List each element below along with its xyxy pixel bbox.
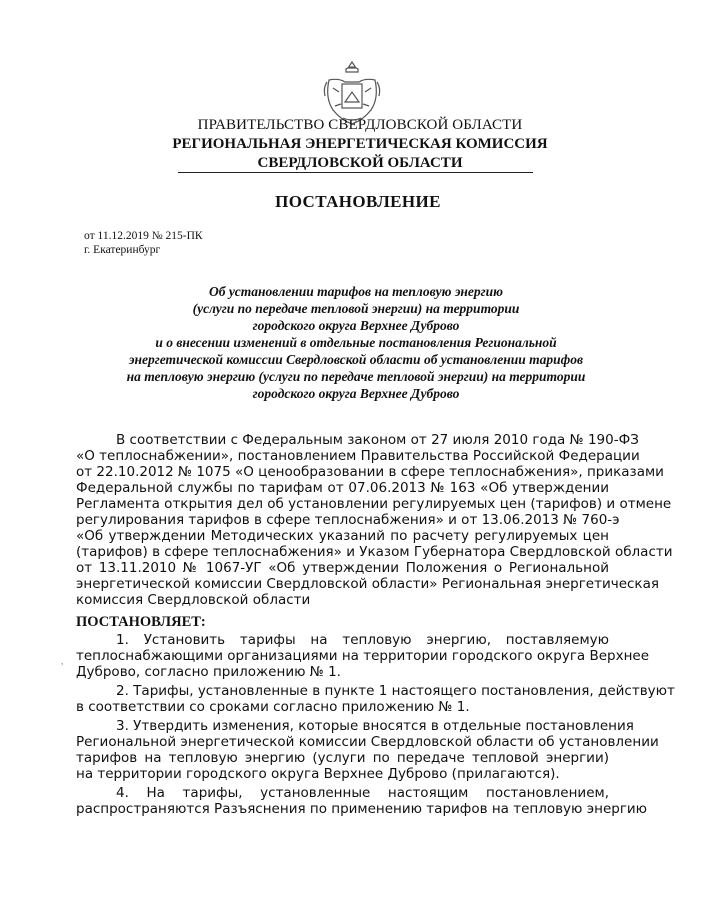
preamble-line: от 13.11.2010 № 1067-УГ «Об утверждении Положения о Региональной (76, 560, 609, 576)
item-line: тарифов на тепловую энергию (услуги по передаче тепловой энергии) (76, 750, 609, 766)
subject-line: на тепловую энергию (услуги по передаче тепловой энергии) на территории (126, 369, 586, 384)
document-type-title: ПОСТАНОВЛЕНИЕ (275, 192, 441, 211)
resolution-item-1 (76, 632, 650, 680)
item-line: Дуброво, согласно приложению № 1. (76, 664, 341, 680)
item-line: 2. Тарифы, установленные в пункте 1 настоящего постановления, действуют (116, 683, 675, 699)
resolution-item-3 (76, 718, 659, 782)
resolution-item-2 (76, 683, 675, 715)
preamble-line: Регламента открытия дел об установлении регулируемых цен (тарифов) и отмене (76, 496, 672, 512)
document-city: г. Екатеринбург (84, 244, 161, 256)
header-divider (178, 172, 533, 173)
subject-line: городского округа Верхнее Дуброво (252, 318, 460, 333)
item-line: 4. На тарифы, установленные настоящим постановлением, (116, 785, 609, 801)
preamble-line: (тарифов) в сфере теплоснабжения» и Указом Губернатора Свердловской области (76, 544, 673, 560)
preamble-line: Федеральной службы по тарифам от 07.06.2013 № 163 «Об утверждении (76, 480, 609, 496)
item-line: на территории городского округа Верхнее Дуброво (прилагаются). (76, 766, 560, 782)
government-name: ПРАВИТЕЛЬСТВО СВЕРДЛОВСКОЙ ОБЛАСТИ (197, 117, 523, 133)
preamble-line: комиссия Свердловской области (76, 592, 311, 608)
preamble-line: энергетической комиссии Свердловской области» Региональная энергетическая (76, 576, 659, 592)
document-date-number: от 11.12.2019 № 215-ПК (84, 230, 203, 242)
scan-speck: , (61, 656, 64, 666)
preamble-paragraph (76, 432, 673, 608)
document-subject (76, 283, 636, 402)
subject-line: Об установлении тарифов на тепловую энергию (208, 284, 504, 299)
preamble-line: от 22.10.2012 № 1075 «О ценообразовании в сфере теплоснабжения», приказами (76, 464, 664, 480)
subject-line: энергетической комиссии Свердловской области об установлении тарифов (128, 352, 584, 367)
item-line: распространяются Разъяснения по применению тарифов на тепловую энергию (76, 801, 648, 817)
resolves-heading: ПОСТАНОВЛЯЕТ: (76, 614, 206, 630)
item-line: 3. Утвердить изменения, которые вносятся в отдельные постановления (116, 718, 634, 734)
preamble-line: регулирования тарифов в сфере теплоснабжения» и от 13.06.2013 № 760-э (76, 512, 620, 528)
preamble-line: «О теплоснабжении», постановлением Правительства Российской Федерации (76, 448, 640, 464)
commission-name-line2: СВЕРДЛОВСКОЙ ОБЛАСТИ (257, 155, 463, 171)
preamble-line: В соответствии с Федеральным законом от 27 июля 2010 года № 190-ФЗ (116, 432, 639, 448)
subject-line: (услуги по передаче тепловой энергии) на территории (192, 301, 520, 316)
item-line: в соответствии со сроками согласно приложению № 1. (76, 699, 470, 715)
subject-line: городского округа Верхнее Дуброво (252, 386, 460, 401)
resolution-items (76, 632, 675, 817)
resolution-item-4 (76, 785, 648, 817)
subject-line: и о внесении изменений в отдельные постановления Региональной (155, 335, 557, 350)
item-line: 1. Установить тарифы на тепловую энергию, поставляемую (116, 632, 609, 648)
preamble-line: «Об утверждении Методических указаний по расчету регулируемых цен (76, 528, 609, 544)
item-line: Региональной энергетической комиссии Свердловской области об установлении (76, 734, 659, 750)
commission-name-line1: РЕГИОНАЛЬНАЯ ЭНЕРГЕТИЧЕСКАЯ КОМИССИЯ (172, 136, 548, 152)
item-line: теплоснабжающими организациями на территории городского округа Верхнее (76, 648, 650, 664)
